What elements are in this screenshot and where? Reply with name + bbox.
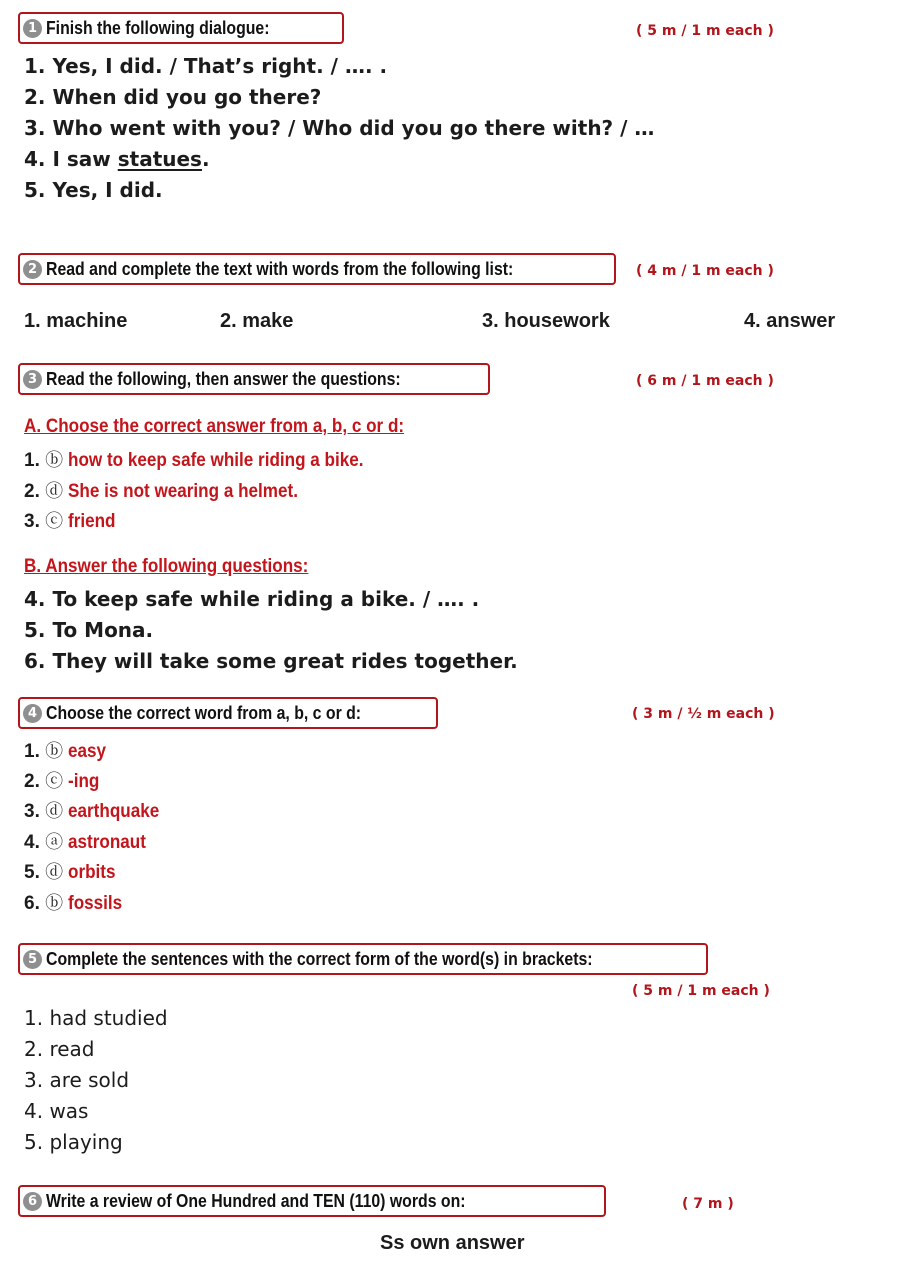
section-3-part-b-answer-4: 4. To keep safe while riding a bike. / …. . <box>24 587 480 611</box>
section-3-part-a-item-3 <box>24 507 121 533</box>
section-2-number-badge: 2 <box>23 260 42 279</box>
section-2-word-2: 2. make <box>220 310 294 332</box>
section-3-part-b-heading: B. Answer the following questions: <box>24 556 309 577</box>
section-4-header <box>18 697 438 729</box>
section-4-item-6 <box>24 889 129 915</box>
answer-text: She is not wearing a helmet. <box>68 481 299 502</box>
answer-text: fossils <box>68 893 123 914</box>
choice-letter: ⓒ <box>45 771 64 792</box>
item-number: 5. <box>24 862 40 883</box>
section-3-title: Read the following, then answer the questions: <box>46 368 401 389</box>
section-1-answer-2: 2. When did you go there? <box>24 85 322 109</box>
item-number: 3. <box>24 511 40 532</box>
item-number: 1. <box>24 741 40 762</box>
choice-letter: ⓑ <box>45 741 64 762</box>
section-6-title: Write a review of One Hundred and TEN (110) words on: <box>46 1190 466 1211</box>
section-5-answer-3: 3. are sold <box>24 1068 130 1092</box>
section-5-marks: ( 5 m / 1 m each ) <box>632 983 770 999</box>
section-1-title: Finish the following dialogue: <box>46 17 270 38</box>
section-4-item-1 <box>24 737 111 763</box>
choice-letter: ⓓ <box>45 481 64 502</box>
section-4-item-3 <box>24 797 170 823</box>
section-5-answer-1: 1. had studied <box>24 1006 168 1030</box>
section-3-number-badge: 3 <box>23 370 42 389</box>
section-6-header <box>18 1185 606 1217</box>
section-1-marks: ( 5 m / 1 m each ) <box>636 23 774 39</box>
section-4-number-badge: 4 <box>23 704 42 723</box>
answer-text: how to keep safe while riding a bike. <box>68 450 364 471</box>
section-4-marks: ( 3 m / ½ m each ) <box>632 706 775 722</box>
choice-letter: ⓑ <box>45 893 64 914</box>
answer-text: earthquake <box>68 801 160 822</box>
section-4-title: Choose the correct word from a, b, c or d: <box>46 702 362 723</box>
item-number: 1. <box>24 450 40 471</box>
section-1-answer-4-start: 4. I saw <box>24 147 118 171</box>
section-4-item-2 <box>24 767 103 793</box>
answer-text: friend <box>68 511 116 532</box>
item-number: 3. <box>24 801 40 822</box>
section-6-number-badge: 6 <box>23 1192 42 1211</box>
section-3-part-b-answer-5: 5. To Mona. <box>24 618 154 642</box>
section-5-answer-4: 4. was <box>24 1099 89 1123</box>
section-5-header <box>18 943 708 975</box>
choice-letter: ⓓ <box>45 862 64 883</box>
section-5-answer-5: 5. playing <box>24 1130 123 1154</box>
section-2-word-1: 1. machine <box>24 310 128 332</box>
item-number: 6. <box>24 893 40 914</box>
choice-letter: ⓓ <box>45 801 64 822</box>
section-1-answer-1: 1. Yes, I did. / That’s right. / …. . <box>24 54 388 78</box>
section-1-answer-5: 5. Yes, I did. <box>24 178 163 202</box>
answer-text: orbits <box>68 862 116 883</box>
choice-letter: ⓒ <box>45 511 64 532</box>
choice-letter: ⓑ <box>45 450 64 471</box>
section-4-item-4 <box>24 828 155 854</box>
section-1-answer-3: 3. Who went with you? / Who did you go there with? / … <box>24 116 655 140</box>
item-number: 4. <box>24 832 40 853</box>
section-2-word-3: 3. housework <box>482 310 610 332</box>
section-1-answer-4-underlined: statues <box>117 147 202 171</box>
section-3-marks: ( 6 m / 1 m each ) <box>636 373 774 389</box>
section-5-number-badge: 5 <box>23 950 42 969</box>
section-3-part-a-item-1 <box>24 446 397 472</box>
section-2-marks: ( 4 m / 1 m each ) <box>636 263 774 279</box>
answer-text: astronaut <box>68 832 147 853</box>
answer-text: -ing <box>68 771 100 792</box>
section-3-part-a-item-2 <box>24 477 324 503</box>
section-2-title: Read and complete the text with words from the following list: <box>46 258 514 279</box>
section-1-header <box>18 12 344 44</box>
choice-letter: ⓐ <box>45 832 64 853</box>
section-4-item-5 <box>24 858 121 884</box>
section-1-number-badge: 1 <box>23 19 42 38</box>
section-2-header <box>18 253 616 285</box>
section-5-title: Complete the sentences with the correct form of the word(s) in brackets: <box>46 948 593 969</box>
answer-text: easy <box>68 741 107 762</box>
section-1-answer-4-end: . <box>201 147 210 171</box>
section-5-answer-2: 2. read <box>24 1037 95 1061</box>
section-3-part-a-heading: A. Choose the correct answer from a, b, c or d: <box>24 416 405 437</box>
section-1-answer-4 <box>24 147 210 171</box>
section-6-marks: ( 7 m ) <box>682 1196 734 1212</box>
section-3-part-b-answer-6: 6. They will take some great rides together. <box>24 649 518 673</box>
item-number: 2. <box>24 481 40 502</box>
section-2-word-4: 4. answer <box>744 310 836 332</box>
item-number: 2. <box>24 771 40 792</box>
section-6-answer: Ss own answer <box>380 1232 525 1254</box>
section-3-header <box>18 363 490 395</box>
